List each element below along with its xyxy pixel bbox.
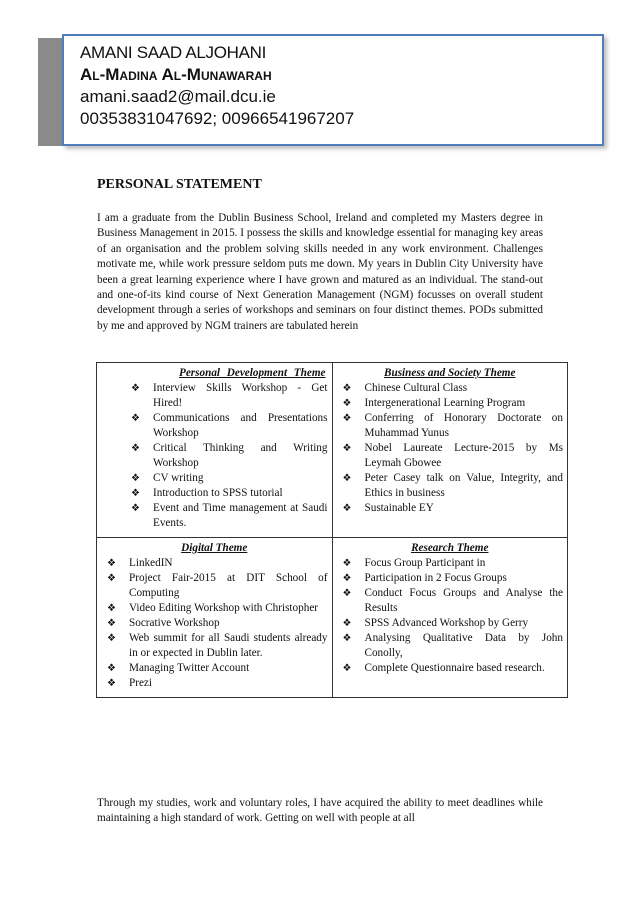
theme-item <box>101 661 328 676</box>
diamond-bullet-icon: ❖ <box>107 678 116 689</box>
diamond-bullet-icon: ❖ <box>107 633 116 644</box>
diamond-bullet-icon: ❖ <box>131 383 140 394</box>
theme-item <box>337 381 564 396</box>
candidate-phone: 00353831047692; 00966541967207 <box>80 109 355 128</box>
theme-item-text: Communications and Presentations Workshop <box>153 412 328 439</box>
theme-item <box>101 571 328 601</box>
theme-item-text: LinkedIN <box>129 557 173 569</box>
theme-item <box>101 501 328 531</box>
theme-item <box>101 616 328 631</box>
theme-item-text: Video Editing Workshop with Christopher <box>129 602 319 614</box>
theme-item <box>337 441 564 471</box>
theme-item <box>101 486 328 501</box>
theme-item-text: Complete Questionnaire based research. <box>364 662 545 674</box>
theme-item <box>337 501 564 516</box>
candidate-email: amani.saad2@mail.dcu.ie <box>80 87 276 106</box>
diamond-bullet-icon: ❖ <box>342 503 352 514</box>
theme-cell-business <box>332 363 568 538</box>
diamond-bullet-icon: ❖ <box>342 398 352 409</box>
theme-item <box>337 616 564 631</box>
theme-item-text: Critical Thinking and Writing Workshop <box>153 442 328 469</box>
diamond-bullet-icon: ❖ <box>131 443 140 454</box>
statement-paragraph-1: I am a graduate from the Dublin Business School, Ireland and completed my Masters degree in Business Management in 2015. I possess the skills and knowledge essential for managing key areas of an organisation and the problem solving skills needed in any work environment. Challenges motivate me, while work pressure seldom puts me down. My years in Dublin City University have been a great learning experience where I have grown and matured as an individual. The stand-out and one-of-its kind course of Next Generation Management (NGM) focusses on overall student development through a series of workshops and seminars on four distinct themes. PODs submitted by me and approved by NGM trainers are tabulated herein <box>97 212 543 332</box>
theme-title-business: Business and Society Theme <box>384 367 516 379</box>
diamond-bullet-icon: ❖ <box>107 663 116 674</box>
theme-item <box>101 676 328 691</box>
theme-item-text: Socrative Workshop <box>129 617 220 629</box>
theme-item-text: Conduct Focus Groups and Analyse the Results <box>364 587 563 614</box>
theme-item-text: CV writing <box>153 472 204 484</box>
theme-cell-research <box>332 538 568 698</box>
section-title: PERSONAL STATEMENT <box>97 177 262 192</box>
theme-title-personal: Personal Development Theme <box>179 367 326 379</box>
theme-item <box>101 471 328 486</box>
diamond-bullet-icon: ❖ <box>131 413 140 424</box>
theme-item <box>337 586 564 616</box>
theme-item <box>101 411 328 441</box>
diamond-bullet-icon: ❖ <box>342 618 352 629</box>
theme-item-text: Analysing Qualitative Data by John Conolly, <box>364 632 563 659</box>
candidate-name: AMANI SAAD ALJOHANI <box>80 43 267 62</box>
theme-item-text: Sustainable EY <box>364 502 434 514</box>
theme-item-text: Chinese Cultural Class <box>364 382 468 394</box>
theme-item <box>337 661 564 676</box>
theme-list-research <box>337 556 564 676</box>
theme-item-text: Prezi <box>129 677 152 689</box>
theme-cell-digital <box>97 538 333 698</box>
theme-item-text: Managing Twitter Account <box>129 662 250 674</box>
theme-item <box>101 381 328 411</box>
contact-header <box>62 34 604 146</box>
diamond-bullet-icon: ❖ <box>342 588 352 599</box>
theme-item-text: Project Fair-2015 at DIT School of Computing <box>129 572 328 599</box>
diamond-bullet-icon: ❖ <box>107 603 116 614</box>
diamond-bullet-icon: ❖ <box>342 443 352 454</box>
theme-item-text: Peter Casey talk on Value, Integrity, and Ethics in business <box>364 472 563 499</box>
theme-item-text: Nobel Laureate Lecture-2015 by Ms Leymah Gbowee <box>364 442 563 469</box>
theme-item <box>337 396 564 411</box>
theme-item <box>101 601 328 616</box>
diamond-bullet-icon: ❖ <box>107 558 116 569</box>
diamond-bullet-icon: ❖ <box>107 618 116 629</box>
diamond-bullet-icon: ❖ <box>342 383 352 394</box>
theme-item-text: Introduction to SPSS tutorial <box>153 487 283 499</box>
theme-item <box>101 631 328 661</box>
statement-paragraph-2: Through my studies, work and voluntary roles, I have acquired the ability to meet deadlines while maintaining a high standard of work. Getting on well with people at all <box>97 797 543 825</box>
diamond-bullet-icon: ❖ <box>342 413 352 424</box>
theme-item-text: Participation in 2 Focus Groups <box>364 572 507 584</box>
diamond-bullet-icon: ❖ <box>342 573 352 584</box>
theme-item <box>337 471 564 501</box>
theme-item-text: Intergenerational Learning Program <box>364 397 526 409</box>
theme-title-research: Research Theme <box>411 542 489 554</box>
diamond-bullet-icon: ❖ <box>342 633 352 644</box>
theme-list-personal <box>101 381 328 531</box>
diamond-bullet-icon: ❖ <box>342 663 352 674</box>
theme-item <box>337 556 564 571</box>
theme-cell-personal <box>97 363 333 538</box>
theme-item <box>337 571 564 586</box>
theme-item-text: Event and Time management at Saudi Events. <box>153 502 328 529</box>
candidate-city: Al-Madina Al-Munawarah <box>80 65 272 84</box>
theme-list-business <box>337 381 564 516</box>
diamond-bullet-icon: ❖ <box>107 573 116 584</box>
diamond-bullet-icon: ❖ <box>342 558 352 569</box>
diamond-bullet-icon: ❖ <box>131 473 140 484</box>
themes-table <box>96 362 568 698</box>
theme-item-text: Interview Skills Workshop - Get Hired! <box>153 382 328 409</box>
theme-title-digital: Digital Theme <box>181 542 248 554</box>
theme-item <box>101 441 328 471</box>
theme-list-digital <box>101 556 328 691</box>
theme-item-text: SPSS Advanced Workshop by Gerry <box>364 617 529 629</box>
diamond-bullet-icon: ❖ <box>131 488 140 499</box>
theme-item-text: Conferring of Honorary Doctorate on Muhammad Yunus <box>364 412 563 439</box>
diamond-bullet-icon: ❖ <box>342 473 352 484</box>
theme-item-text: Web summit for all Saudi students already in or expected in Dublin later. <box>129 632 328 659</box>
theme-item-text: Focus Group Participant in <box>364 557 486 569</box>
theme-item <box>337 631 564 661</box>
theme-item <box>337 411 564 441</box>
theme-item <box>101 556 328 571</box>
diamond-bullet-icon: ❖ <box>131 503 140 514</box>
